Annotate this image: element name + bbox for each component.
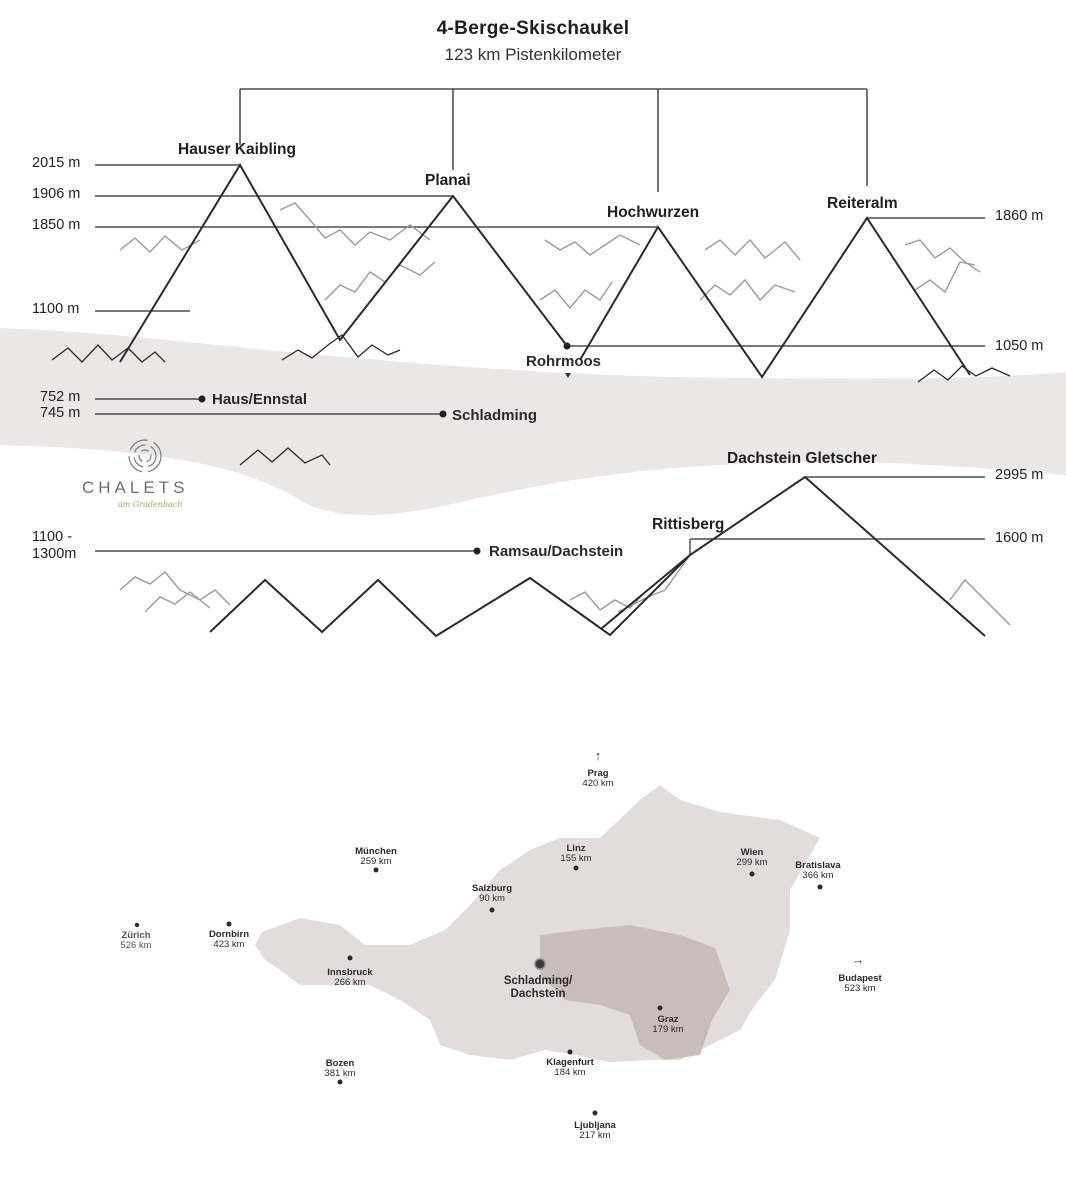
elevation-1100-1300-b: 1300m [32,546,77,562]
peak-hauser-kaibling: Hauser Kaibling [178,141,296,158]
arrow-up-icon: ↑ [594,748,602,763]
map-city-zuerich [120,931,151,951]
elevation-1100: 1100 m [32,301,80,317]
map-city-ljubljana [574,1121,616,1141]
map-city-distance: 179 km [652,1024,684,1035]
map-city-name: Innsbruck [327,967,373,978]
logo-rings-icon [129,440,161,472]
map-city-distance: 420 km [582,778,614,789]
elevation-1906: 1906 m [32,186,81,202]
map-city-distance: 366 km [802,870,834,881]
map-city-name-line2: Dachstein [510,988,566,1000]
map-city-linz [560,844,591,864]
elevation-1850: 1850 m [32,217,81,233]
map-city-name: Bozen [325,1058,355,1069]
diagram-title: 4-Berge-Skischaukel [436,18,630,39]
map-city-name: Prag [587,768,609,779]
peak-bracket [240,89,867,192]
schladming-map-marker [535,959,545,969]
diagram-subtitle: 123 km Pistenkilometer [444,45,622,64]
map-city-name: Klagenfurt [546,1057,594,1068]
elevation-2015: 2015 m [32,155,81,171]
map-city-distance: 266 km [334,977,366,988]
map-city-budapest [838,974,881,994]
peak-planai: Planai [425,172,471,189]
map-city-distance: 155 km [560,853,592,864]
map-city-distance: 526 km [120,940,152,951]
map-city-name: Zürich [121,930,151,941]
map-city-name: Graz [657,1014,679,1025]
peak-reiteralm: Reiteralm [827,195,898,212]
elevation-1860: 1860 m [995,208,1044,224]
elevation-2995: 2995 m [995,467,1044,483]
town-ramsau-dachstein: Ramsau/Dachstein [489,543,624,560]
map-city-name: Salzburg [471,883,513,894]
map-city-prag [582,769,613,789]
town-rohrmoos: Rohrmoos [526,353,601,370]
background-ridges-upper [120,203,980,308]
elevation-752: 752 m [40,389,81,405]
map-city-distance: 217 km [579,1130,611,1141]
map-city-klagenfurt [546,1058,594,1078]
map-city-wien [736,848,767,868]
map-city-bratislava [795,861,840,881]
arrow-right-icon: → [851,952,865,967]
elevation-1050: 1050 m [995,338,1044,354]
town-schladming: Schladming [452,407,538,424]
map-city-salzburg [472,884,512,904]
map-city-distance: 381 km [324,1068,356,1079]
map-city-name: Ljubljana [574,1120,616,1131]
logo-name: CHALETS [82,478,189,497]
map-city-distance: 90 km [479,893,505,904]
map-city-innsbruck [327,968,372,988]
map-city-distance: 184 km [554,1067,586,1078]
austria-map-shape [255,785,820,1062]
map-city-muenchen [355,847,397,867]
elevation-745: 745 m [40,405,81,421]
map-city-distance: 259 km [360,856,392,867]
peak-dachstein-gletscher: Dachstein Gletscher [727,450,877,467]
map-city-dornbirn [209,930,249,950]
map-city-name: Linz [566,843,586,854]
peak-rittisberg: Rittisberg [652,516,725,533]
map-city-distance: 423 km [213,939,245,950]
elevation-1600: 1600 m [995,530,1044,546]
logo-tagline: am Gradenbach [118,500,183,509]
peak-hochwurzen: Hochwurzen [607,204,700,221]
map-city-name: München [355,846,397,857]
map-city-schladming-dachstein [504,975,572,1001]
map-city-name: Budapest [838,973,882,984]
elevation-1100-1300-a: 1100 - [32,529,73,545]
map-city-graz [652,1015,683,1035]
map-city-bozen [324,1059,355,1079]
map-city-distance: 523 km [844,983,876,994]
town-haus-ennstal: Haus/Ennstal [212,391,308,408]
map-city-name-line1: Schladming/ [503,975,573,987]
map-city-name: Dornbirn [208,929,250,940]
map-city-name: Wien [740,847,764,858]
map-city-distance: 299 km [736,857,768,868]
map-city-name: Bratislava [795,860,841,871]
